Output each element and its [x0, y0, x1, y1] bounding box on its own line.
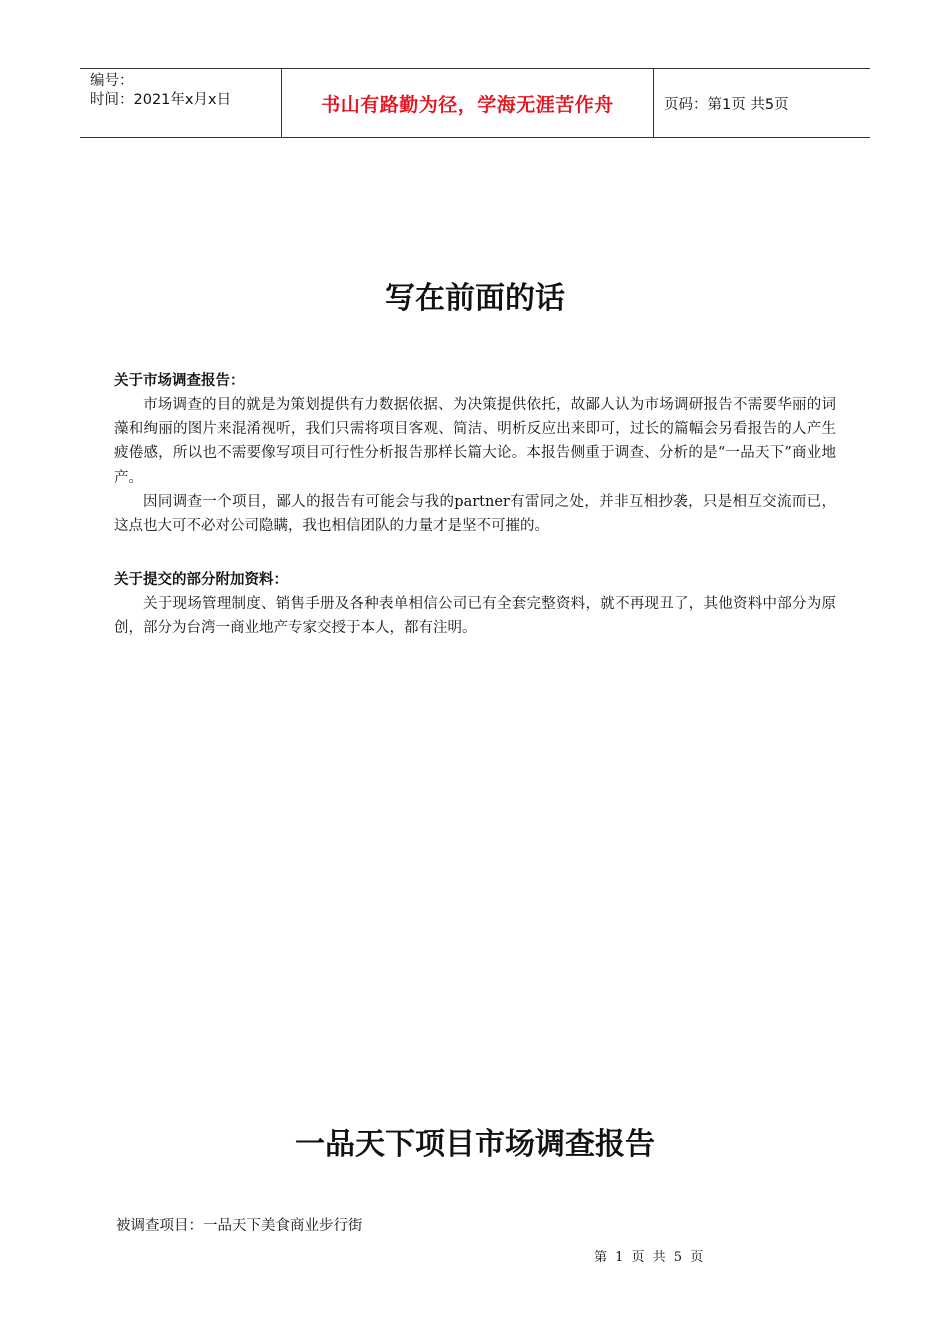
header-time-label: 时间：2021年x月x日 — [90, 92, 232, 108]
document-header — [80, 68, 870, 138]
footer-page-number: 第 1 页 共 5 页 — [594, 1250, 704, 1265]
section-attachments — [114, 568, 836, 640]
preface-title: 写在前面的话 — [385, 281, 565, 316]
section-heading: 关于市场调查报告： — [114, 373, 245, 389]
header-meta-cell — [80, 69, 281, 137]
header-page-info: 页码：第1页 共5页 — [664, 96, 789, 113]
report-title: 一品天下项目市场调查报告 — [295, 1127, 655, 1162]
section-market-report — [114, 369, 836, 538]
header-number-label: 编号： — [90, 73, 134, 89]
paragraph: 市场调查的目的就是为策划提供有力数据依据、为决策提供依托，故鄙人认为市场调研报告不需要华丽的词藻和绚丽的图片来混淆视听，我们只需将项目客观、简洁、明析反应出来即可，过长的篇幅会另看报告的人产生疲倦感，所以也不需要像写项目可行性分析报告那样长篇大论。本报告侧重于调查、分析的是“一品天下”商业地产。 — [114, 397, 836, 486]
paragraph: 关于现场管理制度、销售手册及各种表单相信公司已有全套完整资料，就不再现丑了，其他资料中部分为原创，部分为台湾一商业地产专家交授于本人，都有注明。 — [114, 596, 836, 637]
header-motto: 书山有路勤为径，学海无涯苦作舟 — [281, 69, 654, 137]
paragraph: 因同调查一个项目，鄙人的报告有可能会与我的partner有雷同之处，并非互相抄袭，只是相互交流而已，这点也大可不必对公司隐瞒，我也相信团队的力量才是坚不可摧的。 — [114, 493, 836, 535]
section-heading: 关于提交的部分附加资料： — [114, 572, 288, 588]
surveyed-project: 被调查项目：一品天下美食商业步行街 — [116, 1218, 363, 1234]
